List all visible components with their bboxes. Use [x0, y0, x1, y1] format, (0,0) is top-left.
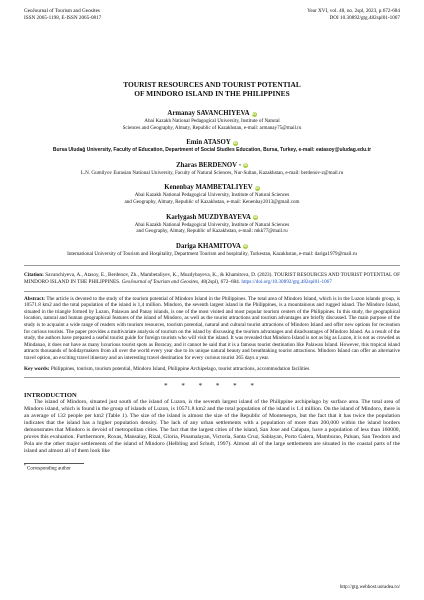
affiliation: L.N. Gumilyov Eurasian National University, Faculty of Natural Sciences, Nur-Sultan, Kazakhstan, e-mail: berdenov-z@mail.ru — [80, 169, 344, 176]
author-5 — [24, 214, 400, 235]
orcid-icon[interactable]: iD — [243, 163, 248, 168]
paper-title: TOURIST RESOURCES AND TOURIST POTENTIAL OF MINDORO ISLAND IN THE PHILIPPINES — [123, 80, 301, 98]
affiliation: and Geography, Almaty, Republic of Kazakhstan, e-mail: mkk77@mail.ru — [136, 228, 288, 235]
author-name: Karlygash MUZDYBAYEVA — [166, 213, 251, 221]
orcid-icon[interactable]: iD — [233, 140, 238, 145]
affiliation: Sciences and Geography, Almaty, Republic of Kazakhstan, e-mail: armanay75@mail.ru — [122, 124, 302, 131]
keywords: Key words: Philippines, tourism, tourism potential, Mindoro Island, Philippine Archipelago, tourist attractions, accommodation facilities — [24, 366, 310, 373]
affiliation: and Geography, Almaty, Republic of Kazakhstan, e-mail: Kenenbay2013@gmail.com — [124, 198, 300, 205]
intro-paragraph: The island of Mindoro, situated just south of the island of Luzon, is the seventh largest island of the Philippine archipelago by surface area. The total area of Mindoro island, which is found in the group of islands of Luzon, is 10571.8 km2 and the total population of the island is 1.4 million. On the island of Mindoro, there is an average of 132 people per km2 (Table 1). The size of the island is almost the size of the Republic of Montenegro, but the fact that it has twice the population indicates that the island has a higher population density. The lack of any urban settlements with a population of more than 200,000 within the island borders demonstrates that Mindoro is devoid of metropolitan cities. The fact that the largest cities of the island, San Jose and Calapan, have a population of less than 160000, proves this evaluation. Furthermore, Roxas, Mansalay, Rizal, Gloria, Pinamalayan, Victoria, Santa Cruz, Sablayan, Porto Galera, Mamburao, Paluan, San Teodoro and Pola are the other major settlements of the island of Mindoro (Helbling and Schult, 1997). Almost all of the large settlements are situated in the coastal parts of the island and almost all of them look like — [24, 399, 400, 455]
abstract-box — [24, 291, 400, 379]
author-name: Emin ATASOY — [186, 139, 231, 147]
section-separator: * * * * * * — [164, 382, 260, 391]
author-2 — [24, 139, 400, 154]
orcid-icon[interactable]: iD — [255, 185, 260, 190]
author-name: Armanay SAVANCHIYEVA — [167, 110, 250, 117]
author-4 — [24, 184, 400, 205]
section-heading: INTRODUCTION — [24, 392, 77, 400]
journal-name: GeoJournal of Tourism and Geosites — [24, 8, 100, 14]
divider — [24, 265, 400, 266]
affiliation: Bursa Uludağ University, Faculty of Education, Department of Social Studies Education, Bursa, Turkey, e-mail: eatasoy@uludag.edu.tr — [52, 147, 372, 154]
paper-page — [24, 8, 400, 472]
author-name: Kenenbay MAMBETALIYEV — [164, 184, 253, 192]
journal-url[interactable]: http://gtg.webhost.uoradea.ro/ — [339, 585, 400, 590]
author-name: Dariga KHAMITOVA — [176, 242, 241, 250]
orcid-icon[interactable]: iD — [243, 244, 248, 249]
author-3: Zharas BERDENOV * iD L.N. Gumilyov Eurasian National University, Faculty of Natural Sciences, Nur-Sultan, Kazakhstan, e-mail: berdenov-z@mail.ru — [24, 162, 400, 177]
author-1 — [24, 110, 400, 131]
affiliation: Abai Kazakh National Pedagogical University, Institute of Natural Sciences — [134, 192, 290, 199]
journal-issn: ISSN 2065-1198, E-ISSN 2065-0817 — [24, 15, 102, 21]
running-header — [24, 8, 400, 22]
doi-link[interactable]: https://doi.org/10.30892/gtg.482spl01-1067 — [241, 278, 332, 285]
orcid-icon[interactable]: iD — [252, 111, 256, 116]
affiliation: Abai Kazakh National Pedagogical University, Institute of Natural — [144, 118, 280, 124]
affiliation: Abai Kazakh National Pedagogical University, Institute of Natural Sciences — [134, 221, 290, 228]
citation: Citation: Savanchiyeva, A., Atasoy, E., Berdenov, Zh., Mambetaliyev, K., Muzdybayeva, K., & Khamitova, D. (2023). TOURIST RESOURCES AND TOURIST POTENTIAL OF MINDORO ISLAND IN THE PHILIPPINES. GeoJournal of Tourism and Geosites, 48(2spl), 672–684. https://doi.org/10.30892/gtg.482spl01-1067 — [24, 272, 401, 285]
abstract: Abstract: The article is devoted to the study of the tourism potential of Mindoro Island in the Philippines. The total area of Mindoro Island, which is in the Luzon islands group, is 10571.8 km2 and the total population of the island is 1,4 million. Mindoro, the seventh largest island in the Philippines, is a mountainous and rugged island. The Mindoro Island, situated in the triangle formed by Luzon, Palawan and Panay islands, is one of the most visited and most popular tourism centers of the Philippines. In this study, the geographical location, natural and human geographical features of the island of Mindoro, as well as the tourist attractions and tourism advantages are briefly discussed. The main purpose of the study is to acquaint a wide range of readers with tourism resources, tourism potential, natural and cultural tourist attractions of Mindoro Island and offer new options for recreation for curious tourists. The paper provides a multivariate analysis of tourism on the island by discussing the tourism advantages and disadvantages of Mindoro Island. As a result of the study, the authors have prepared a useful tourist guide for foreign tourists who will visit the island. It was revealed that Mindoro Island is not as big as Luzon, it is not as crowded as Mindanao, it does not have as many luxurious tourist spots as Boracay, and it cannot be said that it is a famous tourist destination like Palawan Island. However, this tropical island attracts thousands of holidaymakers from all over the world every year due to its unique natural beauty and breathtaking tourist attractions. Mindoro Island can offer an alternative travel option, an exciting travel itinerary and an interesting travel destination for every curious tourist 365 days a year. — [24, 295, 400, 361]
journal-doi: DOI 10.30892/gtg.482spl01-1067 — [329, 15, 400, 21]
affiliation: International University of Tourism and Hospitality, Department Tourism and hospitality, Turkestan, Kazakhstan, e-mail: dariga1979@mail.ru — [67, 250, 357, 257]
footnote: * Corresponding author — [24, 464, 71, 472]
journal-volume: Year XVI, vol. 48, no. 2spl, 2023, p.672-684 — [307, 8, 400, 14]
author-6 — [24, 243, 400, 258]
author-name: Zharas BERDENOV — [176, 161, 238, 169]
orcid-icon[interactable]: iD — [253, 215, 258, 220]
